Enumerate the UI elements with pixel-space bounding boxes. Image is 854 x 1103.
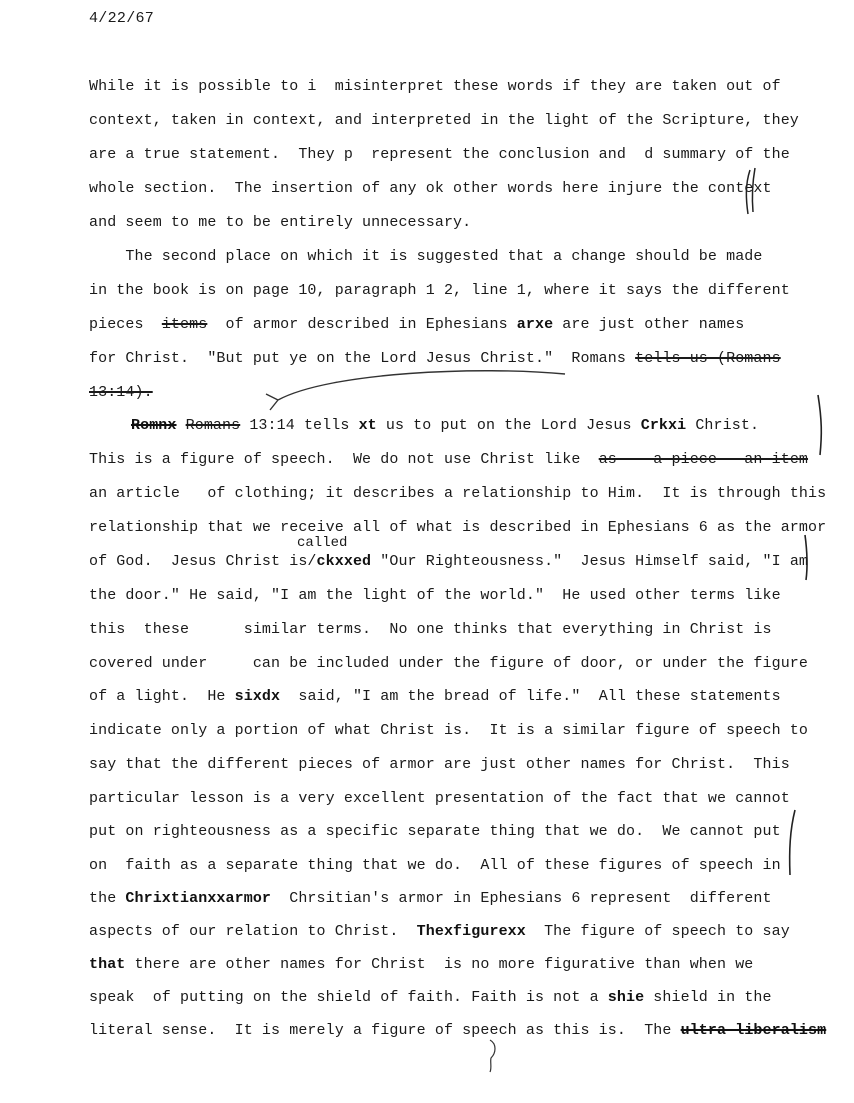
text-line (89, 1021, 826, 1041)
text-line: on faith as a separate thing that we do. All of these figures of speech in (89, 857, 781, 874)
xed-out-text: xt (358, 417, 377, 434)
xed-out-text: ckxxed (316, 553, 372, 570)
text-line: context, taken in context, and interpreted in the light of the Scripture, they (89, 112, 799, 129)
text-segment: 13:14 tells (240, 417, 359, 434)
text-segment: the (89, 890, 126, 907)
text-line (89, 889, 772, 909)
text-line: are a true statement. They p represent the conclusion and d summary of the (89, 146, 790, 163)
text-line: this these similar terms. No one thinks that everything in Christ is (89, 621, 772, 638)
text-segment: pieces (89, 316, 162, 333)
text-line: the door." He said, "I am the light of the world." He used other terms like (89, 587, 781, 604)
text-segment: This is a figure of speech. We do not use Christ like (89, 451, 599, 468)
text-segment: are just other names (553, 316, 745, 333)
text-line: relationship that we receive all of what is described in Ephesians 6 as the armor (89, 519, 827, 536)
text-line (89, 988, 772, 1008)
xed-out-text: that (89, 956, 126, 973)
xed-out-text: shie (607, 989, 645, 1006)
struck-text: tells us (Romans (635, 350, 781, 367)
text-segment: Christ. (686, 417, 760, 434)
text-segment: of God. Jesus Christ is/ (89, 553, 317, 570)
text-segment: there are other names for Christ is no more figurative than when we (125, 956, 754, 973)
text-line (89, 955, 753, 975)
text-segment: The figure of speech to say (525, 923, 790, 940)
struck-text: Romans (185, 417, 241, 434)
text-segment: said, "I am the bread of life." All these statements (280, 688, 781, 705)
xed-out-text: Crkxi (640, 417, 687, 434)
struck-text: items (161, 316, 208, 333)
text-line: an article of clothing; it describes a relationship to Him. It is through this (89, 485, 827, 502)
text-line (89, 450, 808, 470)
text-line: indicate only a portion of what Christ is. It is a similar figure of speech to (89, 722, 809, 739)
text-segment: aspects of our relation to Christ. (89, 923, 417, 940)
document-date: 4/22/67 (89, 10, 155, 27)
text-line: in the book is on page 10, paragraph 1 2, line 1, where it says the different (89, 282, 790, 299)
typed-insertion: called (297, 535, 348, 551)
text-line: particular lesson is a very excellent presentation of the fact that we cannot (89, 790, 790, 807)
text-segment: "Our Righteousness." Jesus Himself said, "I am (371, 553, 809, 570)
text-segment: us to put on the Lord Jesus (376, 417, 641, 434)
text-line: The second place on which it is suggested that a change should be made (89, 248, 763, 265)
text-line: covered under can be included under the figure of door, or under the figure (89, 655, 809, 672)
text-line (89, 687, 781, 707)
xed-out-text: sixdx (234, 688, 281, 705)
text-line: and seem to me to be entirely unnecessary. (89, 214, 472, 231)
text-segment: literal sense. It is merely a figure of speech as this is. The (89, 1022, 681, 1039)
xed-out-text: Thexfigurexx (416, 923, 526, 940)
text-line: While it is possible to i misinterpret these words if they are taken out of (89, 78, 781, 95)
xed-out-text: arxe (516, 316, 554, 333)
text-segment: of armor described in Ephesians (207, 316, 517, 333)
text-line (89, 383, 153, 403)
text-line: say that the different pieces of armor are just other names for Christ. This (89, 756, 790, 773)
text-segment: Chrsitian's armor in Ephesians 6 represent different (271, 890, 772, 907)
text-line (89, 552, 808, 572)
text-line: put on righteousness as a specific separate thing that we do. We cannot put (89, 823, 781, 840)
text-segment: speak of putting on the shield of faith. Faith is not a (89, 989, 608, 1006)
text-line: whole section. The insertion of any ok other words here injure the context (89, 180, 772, 197)
struck-text: ultra-liberalism (680, 1022, 827, 1039)
text-line (89, 349, 781, 369)
text-line (89, 922, 790, 942)
struck-text: 13:14). (89, 384, 153, 401)
text-segment: of a light. He (89, 688, 235, 705)
struck-text: as a piece an item (598, 451, 809, 468)
text-segment: shield in the (644, 989, 772, 1006)
text-line (89, 315, 744, 335)
xed-out-text: Romnx (131, 417, 177, 434)
text-line (131, 416, 759, 436)
xed-out-text: Chrixtianxxarmor (125, 890, 272, 907)
text-segment: for Christ. "But put ye on the Lord Jesus Christ." Romans (89, 350, 636, 367)
